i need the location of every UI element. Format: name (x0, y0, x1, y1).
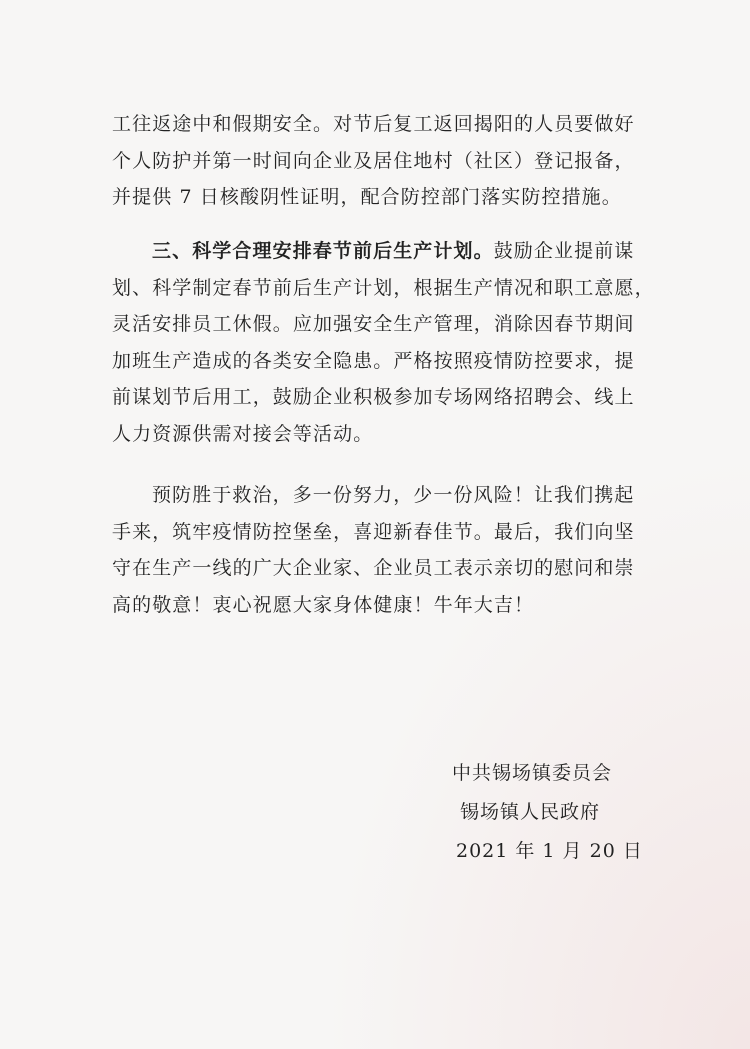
section-three-first-line-text: 鼓励企业提前谋 (493, 240, 635, 262)
body-line: 高的敬意！衷心祝愿大家身体健康！牛年大吉！ (112, 593, 535, 616)
body-line: 划、科学制定春节前后生产计划，根据生产情况和职工意愿， (112, 276, 655, 299)
section-three-paragraph (112, 233, 657, 452)
body-line: 人力资源供需对接会等活动。 (112, 422, 374, 445)
body-line: 前谋划节后用工，鼓励企业积极参加专场网络招聘会、线上 (112, 386, 635, 408)
paragraph-continuation (112, 106, 657, 216)
body-line: 灵活安排员工休假。应加强安全生产管理，消除因春节期间 (112, 313, 635, 335)
body-line: 并提供 7 日核酸阴性证明，配合防控部门落实防控措施。 (112, 186, 622, 208)
section-three-first-line (112, 233, 657, 270)
section-three-heading: 三、科学合理安排春节前后生产计划。 (152, 240, 494, 262)
closing-paragraph (112, 477, 657, 623)
body-line: 手来，筑牢疫情防控堡垒，喜迎新春佳节。最后，我们向坚 (112, 520, 635, 543)
signature-government: 锡场镇人民政府 (460, 801, 601, 823)
body-line: 预防胜于救治，多一份努力，少一份风险！让我们携起 (152, 484, 635, 506)
body-line: 个人防护并第一时间向企业及居住地村（社区）登记报备， (112, 149, 635, 172)
body-line: 守在生产一线的广大企业家、企业员工表示亲切的慰问和崇 (112, 557, 635, 579)
body-line: 工往返途中和假期安全。对节后复工返回揭阳的人员要做好 (112, 113, 635, 135)
signature-organization: 中共锡场镇委员会 (452, 762, 613, 784)
body-line: 加班生产造成的各类安全隐患。严格按照疫情防控要求，提 (112, 349, 635, 372)
signature-date: 2021 年 1 月 20 日 (456, 840, 643, 862)
